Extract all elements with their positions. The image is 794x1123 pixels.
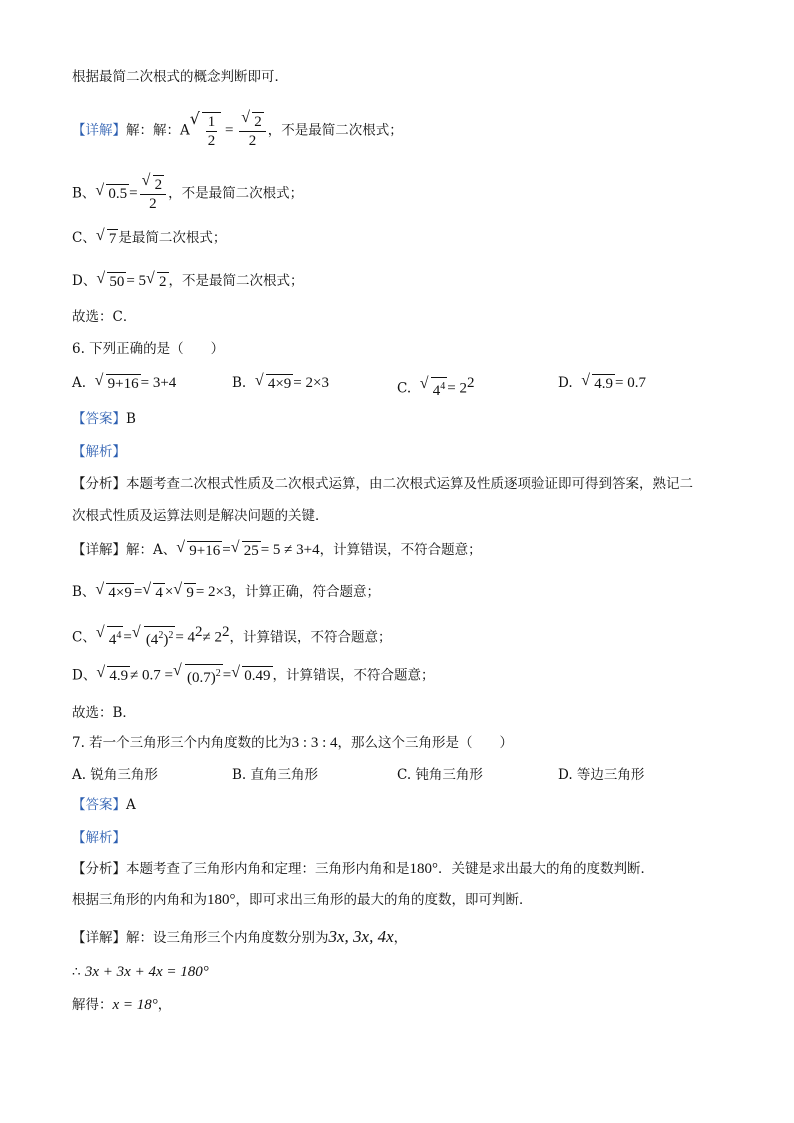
radical: √ 50 xyxy=(96,272,126,292)
radical: √ 9 xyxy=(173,583,196,603)
question-7: 7. 若一个三角形三个内角度数的比为3 : 3 : 4，那么这个三角形是（ ） xyxy=(72,735,514,751)
radical: √ $(4^2)^2$ xyxy=(132,626,176,650)
radical: √ $4^4$ xyxy=(420,377,448,401)
radical: √ 2 xyxy=(142,175,165,194)
equation-line: ∴ 3x + 3x + 4x = 180° xyxy=(72,964,209,980)
section-tag: 【解析】 xyxy=(72,444,126,460)
radical: √ 0.5 xyxy=(95,184,129,204)
fraction: √ $\frac{1}{2}$ xyxy=(207,114,216,150)
fraction: √ $\frac{2}{2}$ xyxy=(140,175,167,213)
section-tag: 【解析】 xyxy=(72,830,126,846)
radical: √ 2 xyxy=(241,112,264,131)
option-c: C. 钝角三角形 xyxy=(397,767,483,783)
text-line: D、√ 4.9 ≠ 0.7 =√ $(0.7)^2$ =√ 0.49 ，计算错误，不符合题意； xyxy=(72,664,435,688)
section-tag: 【答案】 xyxy=(72,411,126,427)
radical: √ $4^4$ xyxy=(96,626,124,650)
question-7-options xyxy=(72,765,732,787)
option-b: B. 直角三角形 xyxy=(232,767,319,783)
text-line: C、√ $4^4$ =√ $(4^2)^2 = 4^2\ne 2^2$，计算错误，不符合题意； xyxy=(72,622,392,650)
answer-6: 【答案】B xyxy=(72,411,136,427)
question-6-options xyxy=(72,373,732,397)
text-line: 根据最简二次根式的概念判断即可． xyxy=(72,69,288,85)
text-line: C、√ 7 是最简二次根式； xyxy=(72,228,226,249)
radical: √ 25 xyxy=(231,541,261,561)
text-line: 【详解】解：A、√ 9+16 =√ 25 = 5 ≠ 3+4，计算错误，不符合题意； xyxy=(72,540,482,561)
analysis-6-heading xyxy=(72,442,126,462)
question-6: 6. 下列正确的是（ ） xyxy=(72,341,225,357)
radical: √ 4.9 xyxy=(96,666,130,686)
radical: √ 7 xyxy=(96,229,119,249)
fraction: √ $\frac{2}{2}$ xyxy=(239,112,266,150)
answer-7: 【答案】A xyxy=(72,797,136,813)
option-a: A. √ 9+16 = 3+4 xyxy=(72,373,176,394)
radical: √ 4×9 xyxy=(255,374,293,394)
option-a: A. 锐角三角形 xyxy=(72,767,158,783)
radical: √ 0.49 xyxy=(231,666,272,686)
option-c: C. √ $4^4 = 2^2$ xyxy=(397,373,474,401)
text-line: 【详解】解：解：A √ $\frac{1}{2}$ = √ $\frac{2}{2}$ ，不是最简二次根式； xyxy=(72,112,403,150)
radical: √ 2 xyxy=(146,272,169,292)
text-line: 【详解】解：设三角形三个内角度数分别为3x, 3x, 4x， xyxy=(72,927,408,946)
text-line: 【分析】本题考查了三角形内角和定理：三角形内角和是180°．关键是求出最大的角的度数判断． xyxy=(72,861,654,877)
radical: √ 4.9 xyxy=(581,374,615,394)
radical: √ 9+16 xyxy=(176,541,222,561)
radical: √ 4×9 xyxy=(95,583,133,603)
text-line: 【分析】本题考查二次根式性质及二次根式运算，由二次根式运算及性质逐项验证即可得到答案，熟记二 xyxy=(72,476,693,492)
text-line: 次根式性质及运算法则是解决问题的关键． xyxy=(72,508,329,524)
text-line: 故选：B． xyxy=(72,705,136,721)
radical: √ 9+16 xyxy=(95,374,141,394)
text-line: 解得：x = 18°， xyxy=(72,997,172,1013)
text-line: 根据三角形的内角和为180°，即可求出三角形的最大的角的度数，即可判断． xyxy=(72,892,533,908)
section-tag: 【详解】 xyxy=(72,122,126,139)
text-line: B、√ 4×9 =√ 4 ×√ 9 = 2×3，计算正确，符合题意； xyxy=(72,582,380,603)
radical xyxy=(190,112,222,150)
text-line: D、√ 50 = 5√ 2 ，不是最简二次根式； xyxy=(72,271,304,292)
radical: √ $(0.7)^2$ xyxy=(173,664,223,688)
section-tag: 【答案】 xyxy=(72,797,126,813)
option-b: B. √ 4×9 = 2×3 xyxy=(232,373,329,394)
text-line: 故选：C． xyxy=(72,309,137,325)
option-d: D. √ 4.9 = 0.7 xyxy=(558,373,646,394)
text-line: B、√ 0.5 = √ $\frac{2}{2}$ ，不是最简二次根式； xyxy=(72,175,303,213)
option-d: D. 等边三角形 xyxy=(558,767,645,783)
radical: √ 4 xyxy=(142,583,165,603)
analysis-7-heading xyxy=(72,828,126,848)
